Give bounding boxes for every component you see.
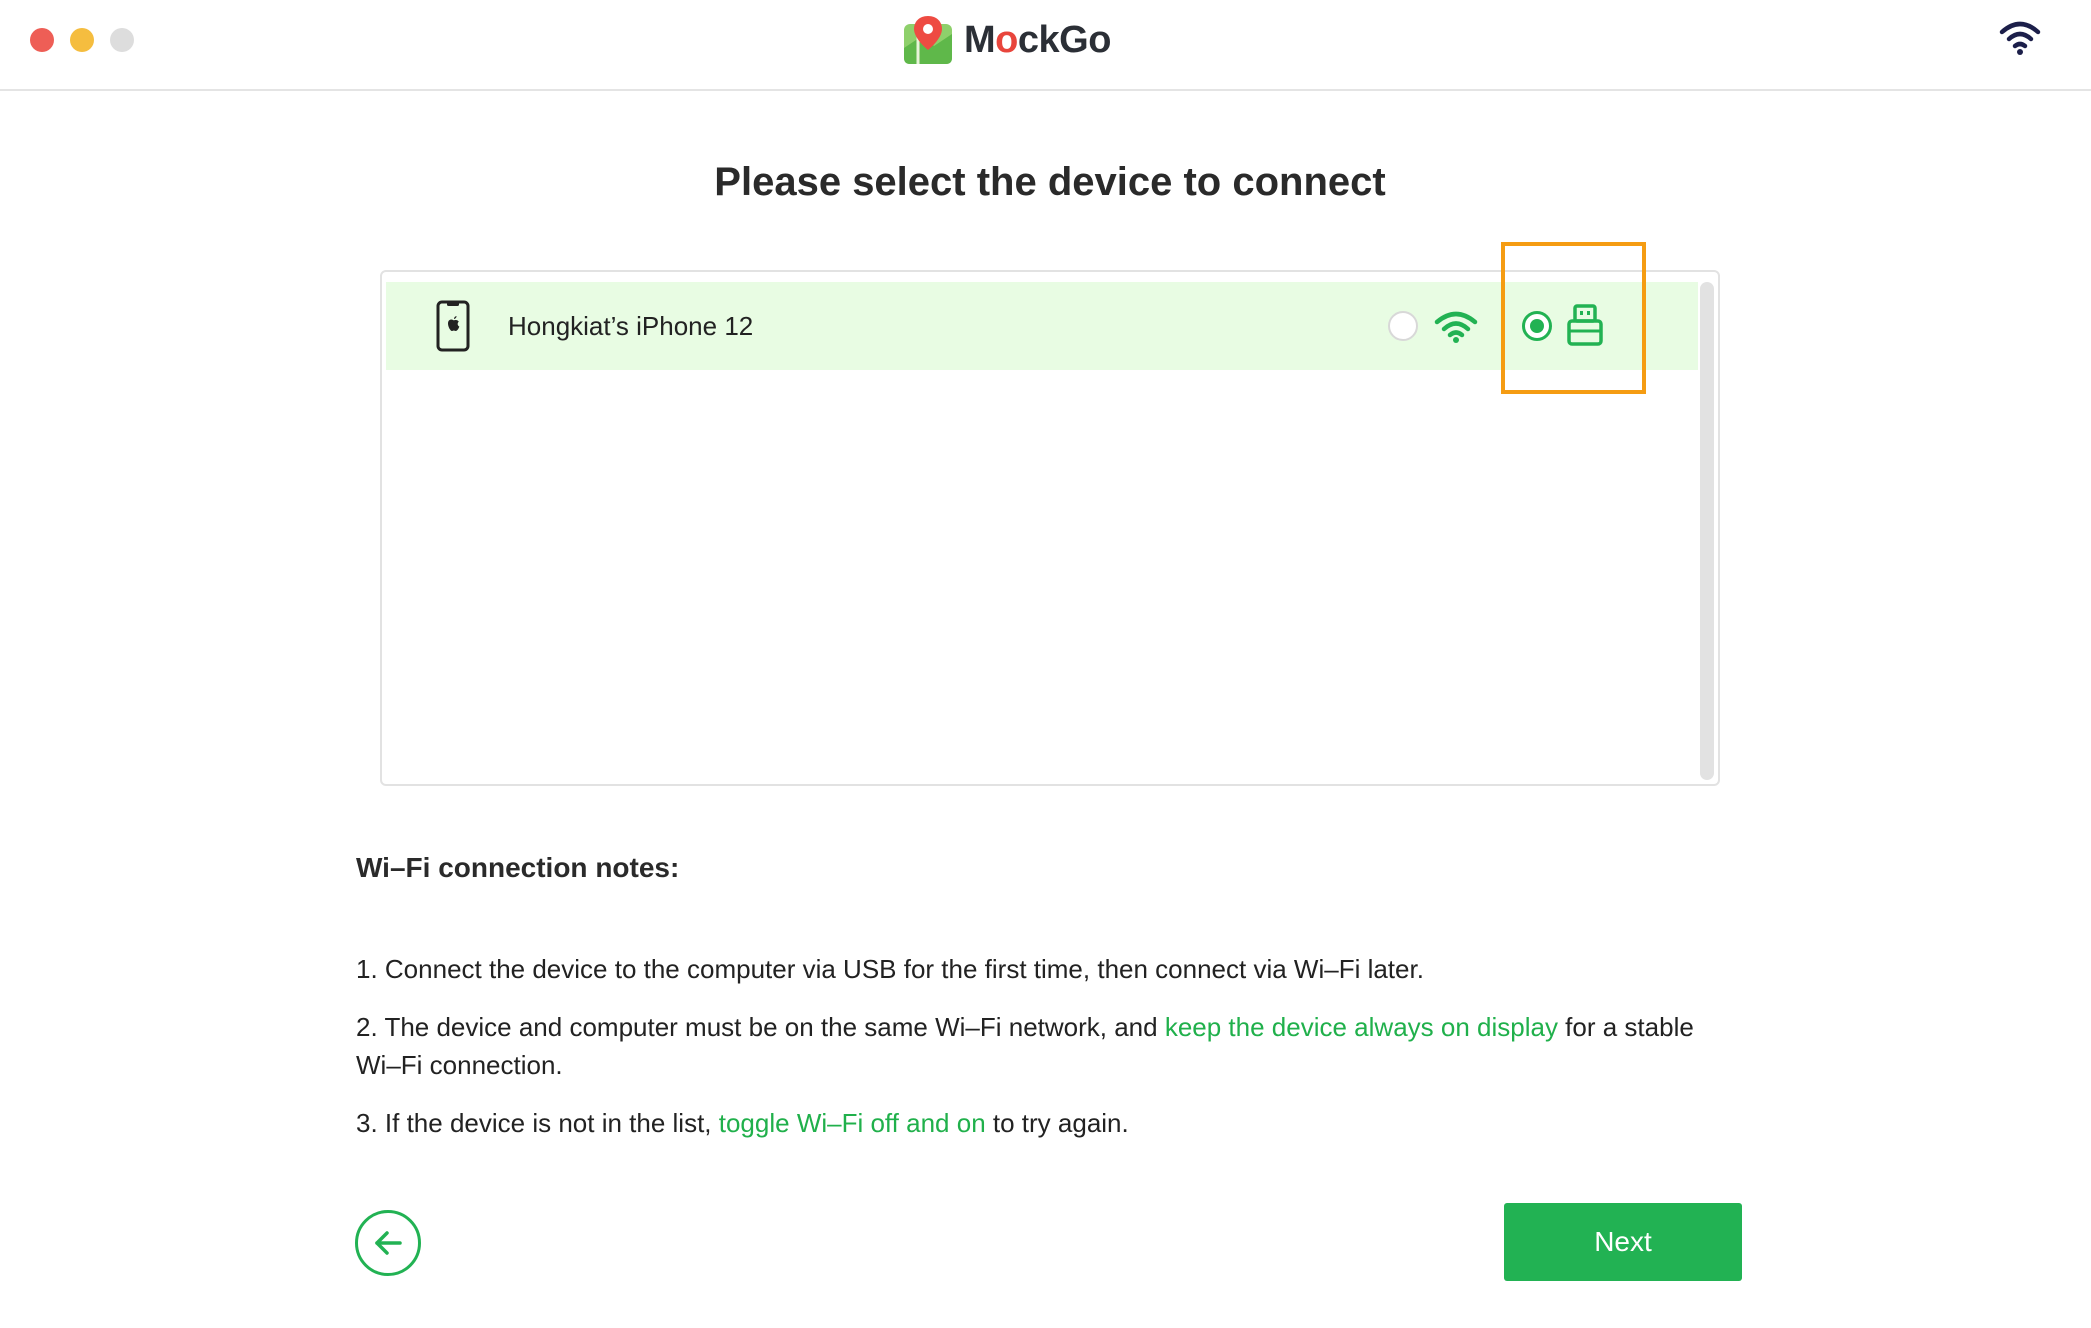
app-brand: [900, 10, 1111, 70]
arrow-left-icon: [372, 1227, 404, 1259]
note-item-3: 3. If the device is not in the list, toggle Wi–Fi off and on to try again.: [356, 1108, 1129, 1138]
wifi-icon: [1434, 310, 1478, 344]
next-button[interactable]: Next: [1504, 1203, 1742, 1281]
keep-display-on-link[interactable]: keep the device always on display: [1164, 1012, 1558, 1042]
window-close-button[interactable]: [30, 28, 54, 52]
notes-heading: Wi–Fi connection notes:: [356, 852, 680, 883]
window-maximize-button[interactable]: [110, 28, 134, 52]
page-title: Please select the device to connect: [714, 160, 1386, 204]
note-item-2: 2. The device and computer must be on the same Wi–Fi network, and keep the device always on display for a stable Wi–Fi connection.: [356, 1012, 1694, 1080]
usb-option-highlight: [1501, 242, 1646, 394]
iphone-icon: [436, 300, 470, 352]
note-item-1: 1. Connect the device to the computer via USB for the first time, then connect via Wi–Fi later.: [356, 954, 1424, 984]
back-button[interactable]: [355, 1210, 421, 1276]
device-name: Hongkiat’s iPhone 12: [508, 311, 754, 341]
device-list-scrollbar[interactable]: [1700, 282, 1714, 780]
mockgo-logo-icon: [900, 12, 956, 68]
app-name: MockGo: [964, 18, 1111, 61]
window-minimize-button[interactable]: [70, 28, 94, 52]
wifi-connection-radio[interactable]: [1388, 311, 1418, 341]
wifi-status-icon[interactable]: [1999, 20, 2041, 56]
toggle-wifi-link[interactable]: toggle Wi–Fi off and on: [718, 1108, 986, 1138]
title-bar: [0, 0, 2091, 91]
